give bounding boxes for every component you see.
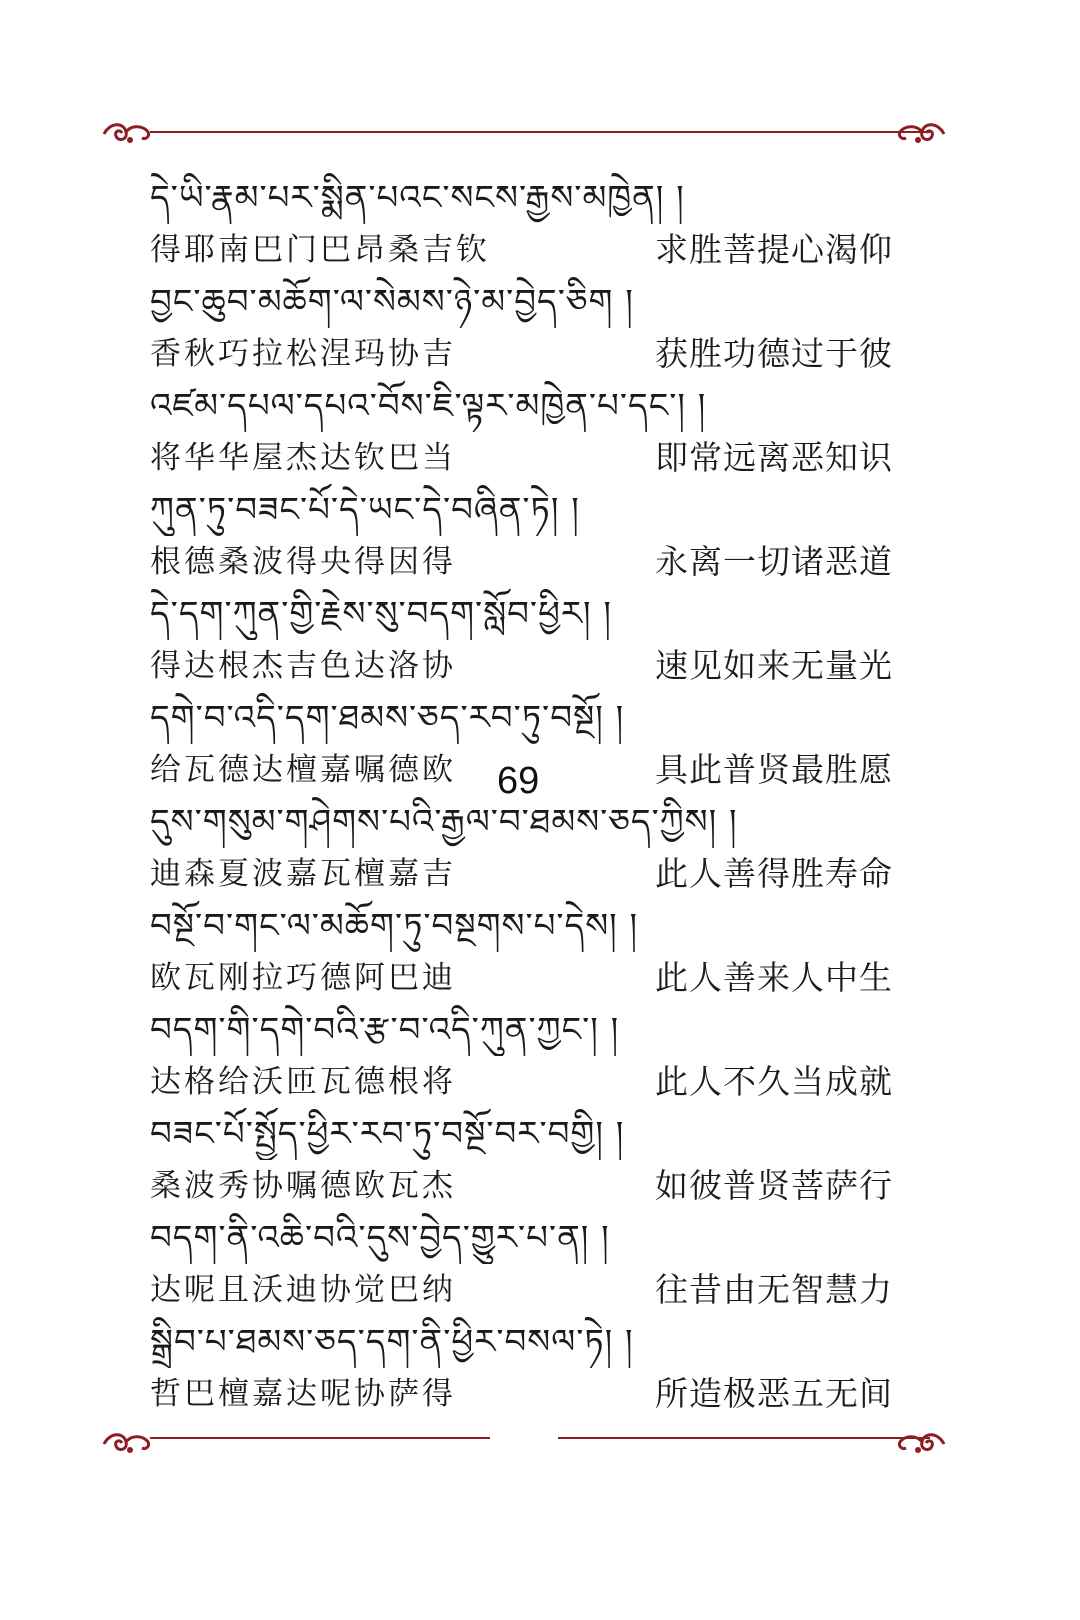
chinese-translation: 具此普贤最胜愿 — [655, 750, 893, 789]
chinese-translation: 即常远离恶知识 — [655, 438, 893, 477]
verse-block — [150, 1004, 910, 1108]
tibetan-line: ཀུན་ཏུ་བཟང་པོ་དེ་ཡང་དེ་བཞིན་ཏེ། ། — [150, 490, 580, 530]
verse-block — [150, 900, 910, 1004]
tibetan-line: བྱང་ཆུབ་མཆོག་ལ་སེམས་ཉེ་མ་བྱེད་ཅིག ། — [150, 282, 634, 322]
scroll-ornament-icon — [892, 118, 948, 148]
chinese-translation: 往昔由无智慧力 — [655, 1270, 893, 1309]
scroll-ornament-icon — [100, 1428, 156, 1458]
scroll-ornament-icon — [100, 118, 156, 148]
bottom-rule-right — [558, 1437, 930, 1439]
tibetan-line: བསྔོ་བ་གང་ལ་མཆོག་ཏུ་བསྔགས་པ་དེས། ། — [150, 906, 639, 946]
tibetan-line: བདག་གི་དགེ་བའི་རྩ་བ་འདི་ཀུན་ཀྱང་། ། — [150, 1010, 620, 1050]
tibetan-line: འཛམ་དཔལ་དཔའ་བོས་ཇི་ལྟར་མཁྱེན་པ་དང་། ། — [150, 386, 707, 426]
chinese-translation: 速见如来无量光 — [655, 646, 893, 685]
verse-block — [150, 1212, 910, 1316]
tibetan-line: བདག་ནི་འཆི་བའི་དུས་བྱེད་གྱུར་པ་ན། ། — [150, 1218, 610, 1258]
verse-block — [150, 276, 910, 380]
transliteration-line: 给瓦德达檀嘉嘱德欧 — [150, 752, 456, 788]
verse-block — [150, 588, 910, 692]
verse-block — [150, 796, 910, 900]
chinese-translation: 此人善得胜寿命 — [655, 854, 893, 893]
chinese-translation: 此人善来人中生 — [655, 958, 893, 997]
transliteration-line: 得耶南巴门巴昂桑吉钦 — [150, 232, 490, 268]
transliteration-line: 达格给沃匝瓦德根将 — [150, 1064, 456, 1100]
chinese-translation: 如彼普贤菩萨行 — [655, 1166, 893, 1205]
transliteration-line: 根德桑波得央得因得 — [150, 544, 456, 580]
page-number: 69 — [497, 760, 540, 802]
chinese-translation: 求胜菩提心渴仰 — [655, 230, 893, 269]
tibetan-line: དུས་གསུམ་གཤེགས་པའི་རྒྱལ་བ་ཐམས་ཅད་ཀྱིས། ། — [150, 802, 738, 842]
bottom-rule-left — [150, 1437, 490, 1439]
transliteration-line: 哲巴檀嘉达呢协萨得 — [150, 1376, 456, 1412]
verse-block — [150, 172, 910, 276]
scroll-ornament-icon — [892, 1428, 948, 1458]
tibetan-line: སྒྲིབ་པ་ཐམས་ཅད་དག་ནི་ཕྱིར་བསལ་ཏེ། ། — [150, 1322, 634, 1362]
verse-block — [150, 1316, 910, 1420]
transliteration-line: 桑波秀协嘱德欧瓦杰 — [150, 1168, 456, 1204]
transliteration-line: 达呢且沃迪协觉巴纳 — [150, 1272, 456, 1308]
verse-block — [150, 1108, 910, 1212]
transliteration-line: 得达根杰吉色达洛协 — [150, 648, 456, 684]
tibetan-line: བཟང་པོ་སྤྱོད་ཕྱིར་རབ་ཏུ་བསྔོ་བར་བགྱི། ། — [150, 1114, 625, 1154]
transliteration-line: 香秋巧拉松涅玛协吉 — [150, 336, 456, 372]
chinese-translation: 永离一切诸恶道 — [655, 542, 893, 581]
chinese-translation: 此人不久当成就 — [655, 1062, 893, 1101]
top-rule — [150, 131, 930, 133]
tibetan-line: དེ་དག་ཀུན་གྱི་རྗེས་སུ་བདག་སློབ་ཕྱིར། ། — [150, 594, 612, 634]
transliteration-line: 将华华屋杰达钦巴当 — [150, 440, 456, 476]
tibetan-line: དགེ་བ་འདི་དག་ཐམས་ཅད་རབ་ཏུ་བསྔོ། ། — [150, 698, 625, 738]
transliteration-line: 迪森夏波嘉瓦檀嘉吉 — [150, 856, 456, 892]
chinese-translation: 所造极恶五无间 — [655, 1374, 893, 1413]
tibetan-line: དེ་ཡི་རྣམ་པར་སྨིན་པའང་སངས་རྒྱས་མཁྱེན། ། — [150, 178, 685, 218]
transliteration-line: 欧瓦刚拉巧德阿巴迪 — [150, 960, 456, 996]
verse-block — [150, 380, 910, 484]
verse-block — [150, 484, 910, 588]
chinese-translation: 获胜功德过于彼 — [655, 334, 893, 373]
